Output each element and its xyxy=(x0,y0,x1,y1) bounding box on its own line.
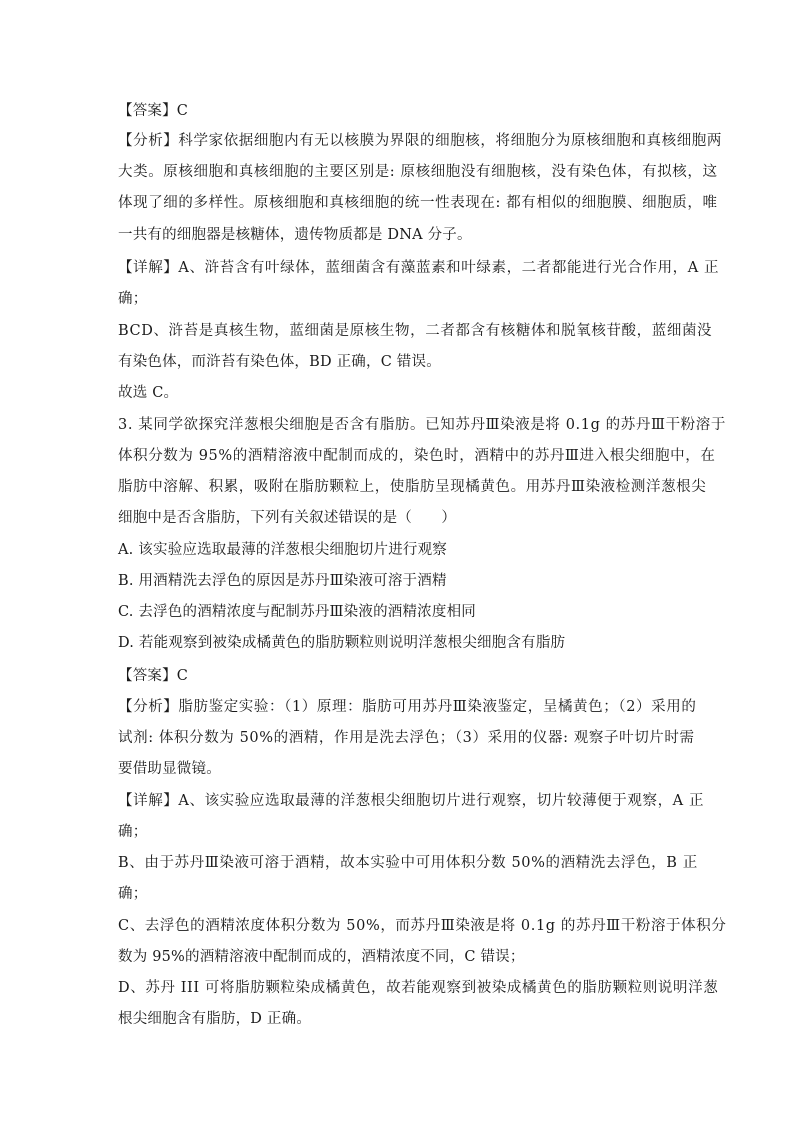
analysis-line: 要借助显微镜。 xyxy=(118,761,221,777)
detail-line: 确； xyxy=(118,824,148,840)
analysis-line: 试剂: 体积分数为 50%的酒精，作用是洗去浮色；（3）采用的仪器: 观察子叶切片时需 xyxy=(118,730,695,746)
detail-line: 数为 95%的酒精溶液中配制而成的，酒精浓度不同，C 错误； xyxy=(118,949,525,965)
question-line: 细胞中是否含脂肪，下列有关叙述错误的是（ ） xyxy=(118,510,457,526)
detail-line: 根尖细胞含有脂肪，D 正确。 xyxy=(118,1011,312,1027)
detail-line: 【详解】A、该实验应选取最薄的洋葱根尖细胞切片进行观察，切片较薄便于观察，A 正 xyxy=(118,793,705,809)
question-line: 体积分数为 95%的酒精溶液中配制而成的，染色时，酒精中的苏丹Ⅲ进入根尖细胞中，在 xyxy=(118,448,716,464)
analysis-line: 【分析】科学家依据细胞内有无以核膜为界限的细胞核，将细胞分为原核细胞和真核细胞两 xyxy=(118,133,722,149)
detail-line: 确； xyxy=(118,291,148,307)
detail-line: BCD、浒苔是真核生物，蓝细菌是原核生物，二者都含有核糖体和脱氧核苷酸，蓝细菌没 xyxy=(118,323,713,339)
question-line: 3. 某同学欲探究洋葱根尖细胞是否含有脂肪。已知苏丹Ⅲ染液是将 0.1g 的苏丹Ⅲ干粉溶于 xyxy=(118,417,726,433)
detail-line: B、由于苏丹Ⅲ染液可溶于酒精，故本实验中可用体积分数 50%的酒精洗去浮色，B 正 xyxy=(118,855,698,871)
detail-line: 有染色体，而浒苔有染色体，BD 正确，C 错误。 xyxy=(118,354,441,370)
option-a: A. 该实验应选取最薄的洋葱根尖细胞切片进行观察 xyxy=(118,542,447,558)
conclusion-line: 故选 C。 xyxy=(118,385,179,401)
detail-line: D、苏丹 III 可将脂肪颗粒染成橘黄色，故若能观察到被染成橘黄色的脂肪颗粒则说明洋葱 xyxy=(118,980,719,996)
detail-line: 确； xyxy=(118,886,148,902)
analysis-line: 【分析】脂肪鉴定实验：（1）原理：脂肪可用苏丹Ⅲ染液鉴定，呈橘黄色；（2）采用的 xyxy=(118,699,697,715)
question-line: 脂肪中溶解、积累，吸附在脂肪颗粒上，使脂肪呈现橘黄色。用苏丹Ⅲ染液检测洋葱根尖 xyxy=(118,479,707,495)
option-c: C. 去浮色的酒精浓度与配制苏丹Ⅲ染液的酒精浓度相同 xyxy=(118,604,476,620)
analysis-line: 一共有的细胞器是核糖体，遗传物质都是 DNA 分子。 xyxy=(118,227,472,243)
detail-line: 【详解】A、浒苔含有叶绿体，蓝细菌含有藻蓝素和叶绿素，二者都能进行光合作用，A 正 xyxy=(118,260,720,276)
answer-line: 【答案】C xyxy=(118,103,189,119)
option-b: B. 用酒精洗去浮色的原因是苏丹Ⅲ染液可溶于酒精 xyxy=(118,573,447,589)
analysis-line: 体现了细的多样性。原核细胞和真核细胞的统一性表现在: 都有相似的细胞膜、细胞质，唯 xyxy=(118,195,718,211)
answer-line: 【答案】C xyxy=(118,668,189,684)
analysis-line: 大类。原核细胞和真核细胞的主要区别是: 原核细胞没有细胞核，没有染色体，有拟核，这 xyxy=(118,164,718,180)
detail-line: C、去浮色的酒精浓度体积分数为 50%，而苏丹Ⅲ染液是将 0.1g 的苏丹Ⅲ干粉溶于体积分 xyxy=(118,918,727,934)
option-d: D. 若能观察到被染成橘黄色的脂肪颗粒则说明洋葱根尖细胞含有脂肪 xyxy=(118,635,566,651)
